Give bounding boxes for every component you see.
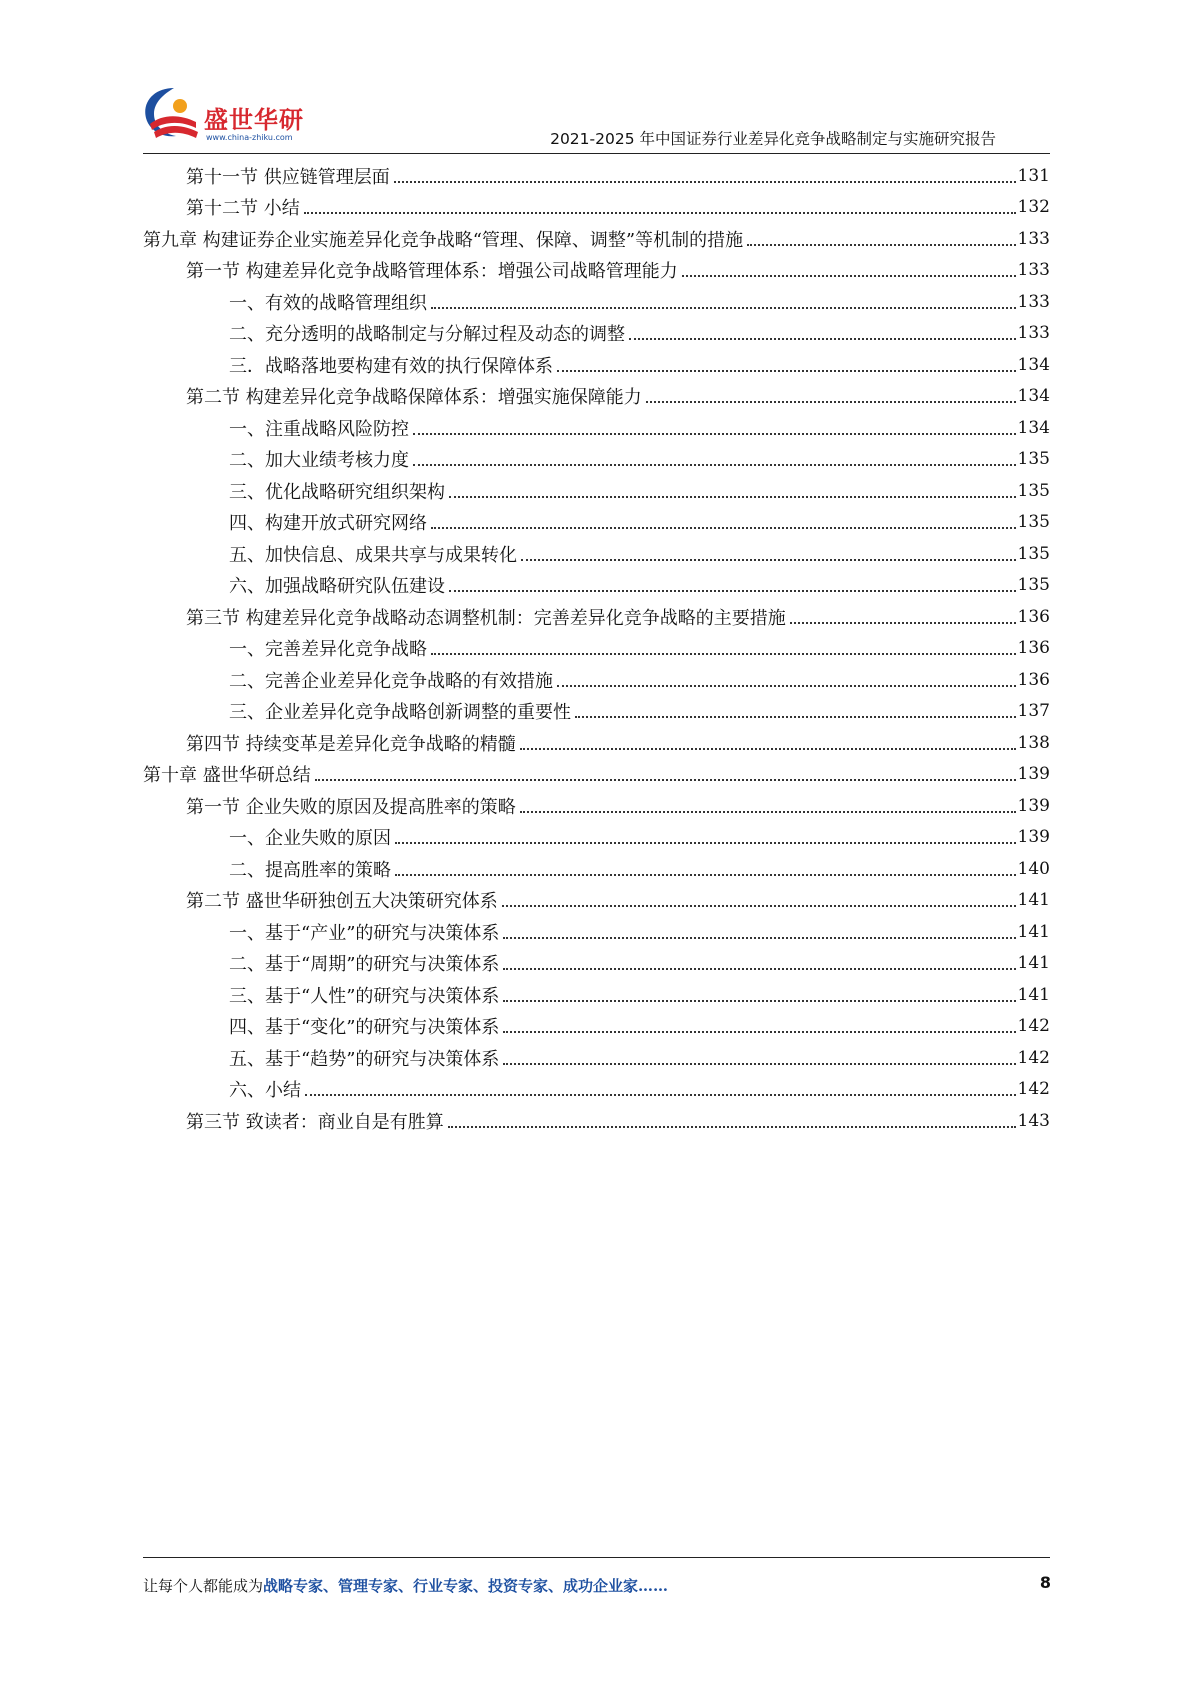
toc-entry-page: 142 [1017,1047,1050,1068]
toc-dot-leader [503,968,1015,970]
toc-dot-leader [304,212,1016,214]
toc-entry-page: 135 [1017,480,1050,501]
toc-entry[interactable] [143,885,1050,917]
toc-entry-page: 142 [1017,1016,1050,1037]
toc-entry-title: 第一节 构建差异化竞争战略管理体系：增强公司战略管理能力 [186,261,678,283]
toc-dot-leader [394,181,1016,183]
toc-dot-leader [520,748,1016,750]
toc-entry-title: 第二节 构建差异化竞争战略保障体系：增强实施保障能力 [186,387,642,409]
toc-entry-title: 第二节 盛世华研独创五大决策研究体系 [186,891,498,913]
toc-dot-leader [413,464,1016,466]
logo-url: www.china-zhiku.com [206,133,293,142]
toc-entry[interactable] [143,538,1050,570]
toc-dot-leader [629,338,1016,340]
toc-entry-page: 133 [1017,291,1050,312]
toc-entry-title: 六、小结 [229,1080,301,1102]
footer-slogan-prefix: 让每个人都能成为 [143,1577,264,1595]
toc-dot-leader [305,1094,1016,1096]
table-of-contents [143,160,1050,1137]
toc-entry-title: 四、构建开放式研究网络 [229,513,427,535]
toc-entry[interactable] [143,1011,1050,1043]
toc-entry[interactable] [143,475,1050,507]
toc-entry-title: 二、充分透明的战略制定与分解过程及动态的调整 [229,324,625,346]
toc-entry-title: 第四节 持续变革是差异化竞争战略的精髓 [186,733,516,755]
footer-slogan [143,1575,668,1596]
toc-entry-page: 139 [1017,795,1050,816]
toc-entry[interactable] [143,349,1050,381]
toc-dot-leader [503,1000,1015,1002]
toc-dot-leader [502,905,1016,907]
toc-entry-title: 二、提高胜率的策略 [229,859,391,881]
toc-entry-page: 138 [1017,732,1050,753]
toc-entry-page: 135 [1017,449,1050,470]
toc-entry-title: 六、加强战略研究队伍建设 [229,576,445,598]
toc-entry[interactable] [143,633,1050,665]
toc-entry[interactable] [143,412,1050,444]
toc-entry[interactable] [143,444,1050,476]
company-logo [140,84,310,150]
toc-entry-title: 三、企业差异化竞争战略创新调整的重要性 [229,702,571,724]
toc-entry[interactable] [143,255,1050,287]
toc-dot-leader [315,779,1016,781]
toc-entry[interactable] [143,223,1050,255]
toc-entry[interactable] [143,192,1050,224]
toc-entry-title: 五、基于“趋势”的研究与决策体系 [229,1048,500,1070]
toc-entry[interactable] [143,948,1050,980]
toc-entry-title: 一、基于“产业”的研究与决策体系 [229,922,500,944]
toc-entry[interactable] [143,1105,1050,1137]
toc-entry[interactable] [143,286,1050,318]
toc-entry[interactable] [143,790,1050,822]
toc-entry-page: 141 [1017,890,1050,911]
toc-entry-page: 136 [1017,669,1050,690]
toc-dot-leader [682,275,1016,277]
toc-dot-leader [646,401,1016,403]
toc-entry-title: 二、加大业绩考核力度 [229,450,409,472]
toc-entry-page: 141 [1017,953,1050,974]
header-divider [143,153,1050,154]
toc-entry[interactable] [143,727,1050,759]
toc-entry-title: 一、完善差异化竞争战略 [229,639,427,661]
toc-entry-page: 136 [1017,606,1050,627]
toc-entry[interactable] [143,853,1050,885]
toc-entry-title: 二、基于“周期”的研究与决策体系 [229,954,500,976]
toc-entry-title: 三．战略落地要构建有效的执行保障体系 [229,355,553,377]
toc-dot-leader [431,307,1016,309]
toc-entry[interactable] [143,507,1050,539]
toc-entry-page: 141 [1017,921,1050,942]
toc-entry-title: 三、基于“人性”的研究与决策体系 [229,985,500,1007]
toc-entry-title: 第十章 盛世华研总结 [143,765,311,787]
toc-entry[interactable] [143,601,1050,633]
toc-entry-page: 136 [1017,638,1050,659]
toc-entry-title: 一、有效的战略管理组织 [229,292,427,314]
toc-entry-title: 第三节 构建差异化竞争战略动态调整机制：完善差异化竞争战略的主要措施 [186,607,786,629]
toc-entry-title: 二、完善企业差异化竞争战略的有效措施 [229,670,553,692]
toc-dot-leader [520,811,1016,813]
toc-entry[interactable] [143,916,1050,948]
toc-entry[interactable] [143,979,1050,1011]
toc-dot-leader [747,244,1015,246]
toc-entry-page: 134 [1017,386,1050,407]
toc-entry[interactable] [143,381,1050,413]
toc-entry-page: 135 [1017,575,1050,596]
report-title: 2021-2025 年中国证券行业差异化竞争战略制定与实施研究报告 [550,130,996,148]
toc-dot-leader [431,653,1016,655]
toc-dot-leader [503,1031,1015,1033]
toc-dot-leader [503,937,1015,939]
toc-entry[interactable] [143,160,1050,192]
toc-entry-title: 第十一节 供应链管理层面 [186,166,390,188]
toc-entry-title: 三、优化战略研究组织架构 [229,481,445,503]
toc-entry[interactable] [143,696,1050,728]
toc-entry-title: 五、加快信息、成果共享与成果转化 [229,544,517,566]
toc-dot-leader [449,496,1016,498]
toc-dot-leader [575,716,1016,718]
toc-entry-page: 133 [1017,260,1050,281]
toc-entry-page: 133 [1017,323,1050,344]
toc-entry[interactable] [143,822,1050,854]
toc-entry-page: 137 [1017,701,1050,722]
toc-entry-page: 140 [1017,858,1050,879]
toc-entry-page: 133 [1017,228,1050,249]
toc-entry-page: 134 [1017,417,1050,438]
toc-dot-leader [449,590,1016,592]
toc-dot-leader [790,622,1016,624]
toc-entry-page: 142 [1017,1079,1050,1100]
toc-entry[interactable] [143,759,1050,791]
toc-entry-title: 第九章 构建证券企业实施差异化竞争战略“管理、保障、调整”等机制的措施 [143,229,744,251]
logo-name: 盛世华研 [204,106,304,134]
toc-entry-page: 135 [1017,543,1050,564]
toc-entry-page: 139 [1017,764,1050,785]
footer-slogan-highlight: 战略专家、管理专家、行业专家、投资专家、成功企业家…… [263,1577,669,1595]
page-number: 8 [1039,1573,1051,1592]
toc-dot-leader [557,370,1016,372]
toc-dot-leader [503,1063,1015,1065]
toc-entry[interactable] [143,664,1050,696]
toc-entry-page: 141 [1017,984,1050,1005]
toc-dot-leader [395,842,1016,844]
toc-entry[interactable] [143,570,1050,602]
toc-entry-page: 135 [1017,512,1050,533]
toc-entry-page: 132 [1017,197,1050,218]
toc-entry[interactable] [143,1042,1050,1074]
logo-mark-icon [140,84,204,146]
toc-entry-title: 第一节 企业失败的原因及提高胜率的策略 [186,796,516,818]
toc-dot-leader [431,527,1016,529]
toc-dot-leader [557,685,1016,687]
toc-entry-page: 139 [1017,827,1050,848]
toc-dot-leader [413,433,1016,435]
toc-entry-title: 四、基于“变化”的研究与决策体系 [229,1017,500,1039]
toc-dot-leader [395,874,1016,876]
footer-divider [143,1557,1050,1558]
toc-entry-page: 134 [1017,354,1050,375]
toc-entry-title: 一、注重战略风险防控 [229,418,409,440]
toc-entry-page: 143 [1017,1110,1050,1131]
toc-entry-title: 一、企业失败的原因 [229,828,391,850]
toc-entry-title: 第三节 致读者：商业自是有胜算 [186,1111,444,1133]
toc-dot-leader [521,559,1016,561]
toc-entry-page: 131 [1017,165,1050,186]
toc-entry[interactable] [143,1074,1050,1106]
toc-entry[interactable] [143,318,1050,350]
toc-dot-leader [448,1126,1016,1128]
toc-entry-title: 第十二节 小结 [186,198,300,220]
